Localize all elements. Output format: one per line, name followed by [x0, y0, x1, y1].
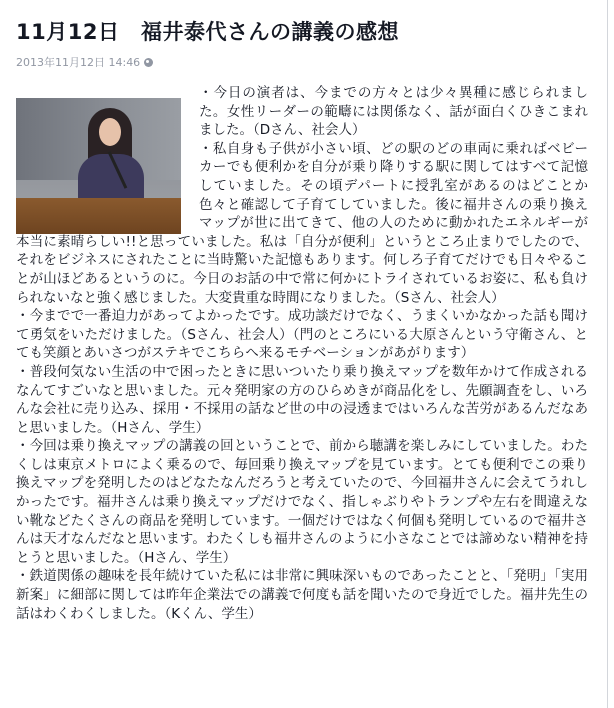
comment-paragraph: ・今日の演者は、今までの方々とは少々異種に感じられました。女性リーダーの範疇には関係なく、話が面白くひきこまれました。（Dさん、社会人）	[199, 85, 588, 139]
comment-paragraph: ・今回は乗り換えマップの講義の回ということで、前から聴講を楽しみにしていました。わたくしは東京メトロによく乗るので、毎回乗り換えマップを見ています。とても便利でこの乗り換えマップを発明したのはどなたなんだろうと考えていたので、今回福井さんに会えてうれしかったです。福井さんは乗り換えマップだけでなく、指しゃぶりやトランプや左右を間違えない靴などたくさんの商品を発明しています。一個だけではなく何個も発明しているので福井さんは天才なんだなと思います。わたくしも福井さんのように小さなことでは諦めない精神を持とうと思いました。（Hさん、学生）	[16, 438, 588, 566]
comment-paragraph: ・私自身も子供が小さい頃、どの駅のどの車両に乗ればベビーカーでも便利かを自分が乗り降りする駅に関してはすべて記憶していました。その頃デパートに授乳室があるのはどことか色々と確認して子育てしていました。後に福井さんの乗り換えマップが世に出てきて、他の人のために動かれたエネルギーが本当に素晴らしい!!と思っていました。私は「自分が便利」というところ止まりでしたので、それをビジネスにされたことに当時驚いた記憶もあります。何しろ子育てだけでも日々やることが山ほどあるというのに。今日のお話の中で常に何かにトライされているお姿に、私も負けられないなと強く感じました。大変貴重な時間になりました。（Sさん、社会人）	[16, 140, 588, 306]
comment-paragraph: ・普段何気ない生活の中で困ったときに思いついたり乗り換えマップを数年かけて作成されるなんてすごいなと思いました。元々発明家の方のひらめきが商品化をし、先願調査をし、いろんな会社に売り込み、採用・不採用の話など世の中の浸透まではいろんな苦労があるんだなあと思いました。（Hさん、学生）	[16, 363, 588, 436]
post-title: 11月12日 福井泰代さんの講義の感想	[16, 20, 399, 44]
globe-icon[interactable]	[144, 58, 153, 67]
post-timestamp[interactable]: 2013年11月12日 14:46	[16, 56, 141, 69]
podium	[16, 198, 181, 234]
speaker-face	[99, 118, 121, 146]
comment-paragraph: ・鉄道関係の趣味を長年続けていた私には非常に興味深いものであったことと、「発明」「実用新案」に細部に関しては昨年企業法での講義で何度も話を聞いたので身近でした。福井先生の話はわくわくしました。（Kくん、学生）	[16, 568, 588, 622]
comment-paragraph: ・今までで一番迫力があってよかったです。成功談だけでなく、うまくいかなかった話も聞けて勇気をいただけました。（Sさん、社会人）（門のところにいる大原さんという守衛さん、とても笑顔とあいさつがステキでこちらへ来るモチベーションがあがります）	[16, 308, 588, 362]
post-meta	[16, 54, 153, 70]
speaker-photo[interactable]	[16, 98, 181, 234]
